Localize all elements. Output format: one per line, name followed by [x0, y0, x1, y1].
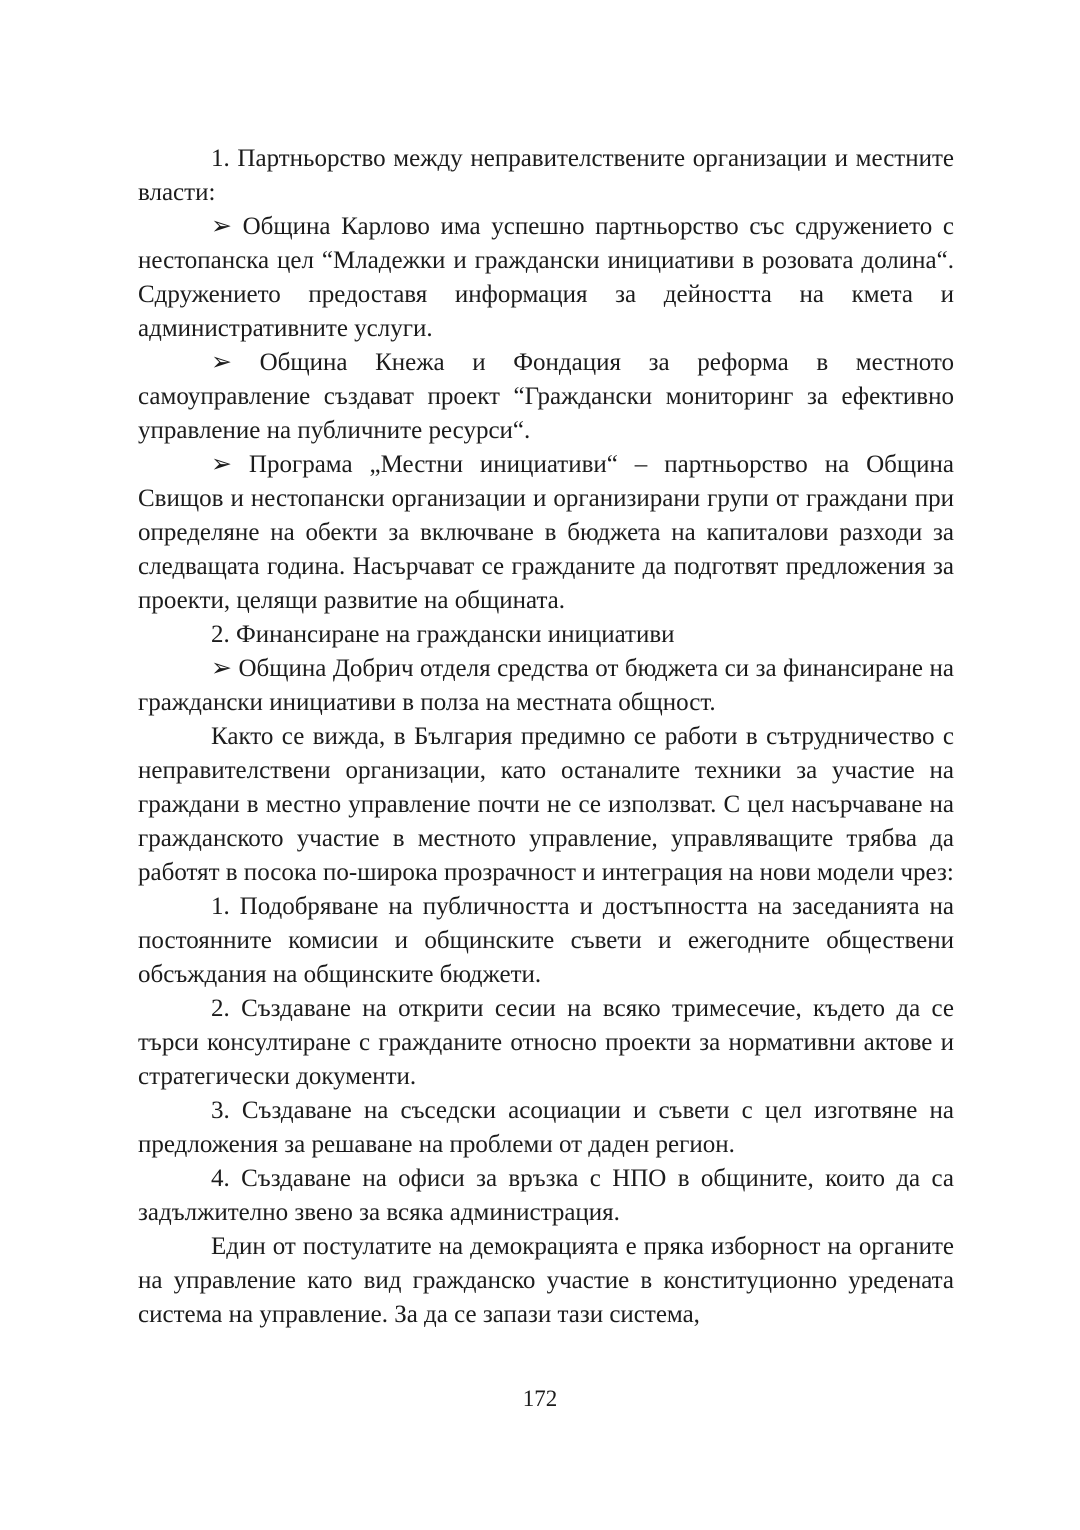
- paragraph-item-2: 2. Създаване на открити сесии на всяко тримесечие, където да се търси консултиране с гражданите относно проекти за нормативни актове и стратегически документи.: [138, 995, 954, 1090]
- paragraph-item-4: 4. Създаване на офиси за връзка с НПО в общините, които да са задължително звено за всяка администрация.: [138, 1165, 954, 1226]
- paragraph-dobrich: ➢ Община Добрич отделя средства от бюджета си за финансиране на граждански инициативи в полза на местната общност.: [138, 655, 954, 716]
- paragraph-financing-heading: 2. Финансиране на граждански инициативи: [211, 621, 675, 648]
- paragraph-democracy: Един от постулатите на демокрацията е пряка изборност на органите на управление като вид гражданско участие в конституционно уредената система на управление. За да се запази тази система,: [138, 1233, 954, 1328]
- paragraph-karlovo: ➢ Община Карлово има успешно партньорство със сдружението с нестопанска цел “Младежки и граждански инициативи в розовата долина“. Сдружението предоставя информация за дейността на кмета и административните услуги.: [138, 213, 954, 342]
- paragraph-svishtov: ➢ Програма „Местни инициативи“ – партньорство на Община Свищов и нестопански организации и организирани групи от граждани при определяне на обекти за включване в бюджета на капиталови разходи за следващата година. Насърчават се гражданите да подготвят предложения за проекти, целящи развитие на общината.: [138, 451, 954, 614]
- paragraph-bulgaria-overview: Както се вижда, в България предимно се работи в сътрудничество с неправителствени организации, като останалите техники за участие на граждани в местно управление почти не се използват. С цел насърчаване на гражданското участие в местното управление, управляващите трябва да работят в посока по-широка прозрачност и интеграция на нови модели чрез:: [138, 723, 954, 886]
- page-number: 172: [522, 1386, 558, 1411]
- paragraph-partnership-heading: 1. Партньорство между неправителствените организации и местните власти:: [138, 145, 954, 206]
- paragraph-item-1: 1. Подобряване на публичността и достъпността на заседанията на постоянните комисии и общинските съвети и ежегодните обществени обсъждания на общинските бюджети.: [138, 893, 954, 988]
- paragraph-knezha: ➢ Община Кнежа и Фондация за реформа в местното самоуправление създават проект “Граждански мониторинг за ефективно управление на публичните ресурси“.: [138, 349, 954, 444]
- body-text: [138, 142, 954, 1332]
- paragraph-item-3: 3. Създаване на съседски асоциации и съвети с цел изготвяне на предложения за решаване на проблеми от даден регион.: [138, 1097, 954, 1158]
